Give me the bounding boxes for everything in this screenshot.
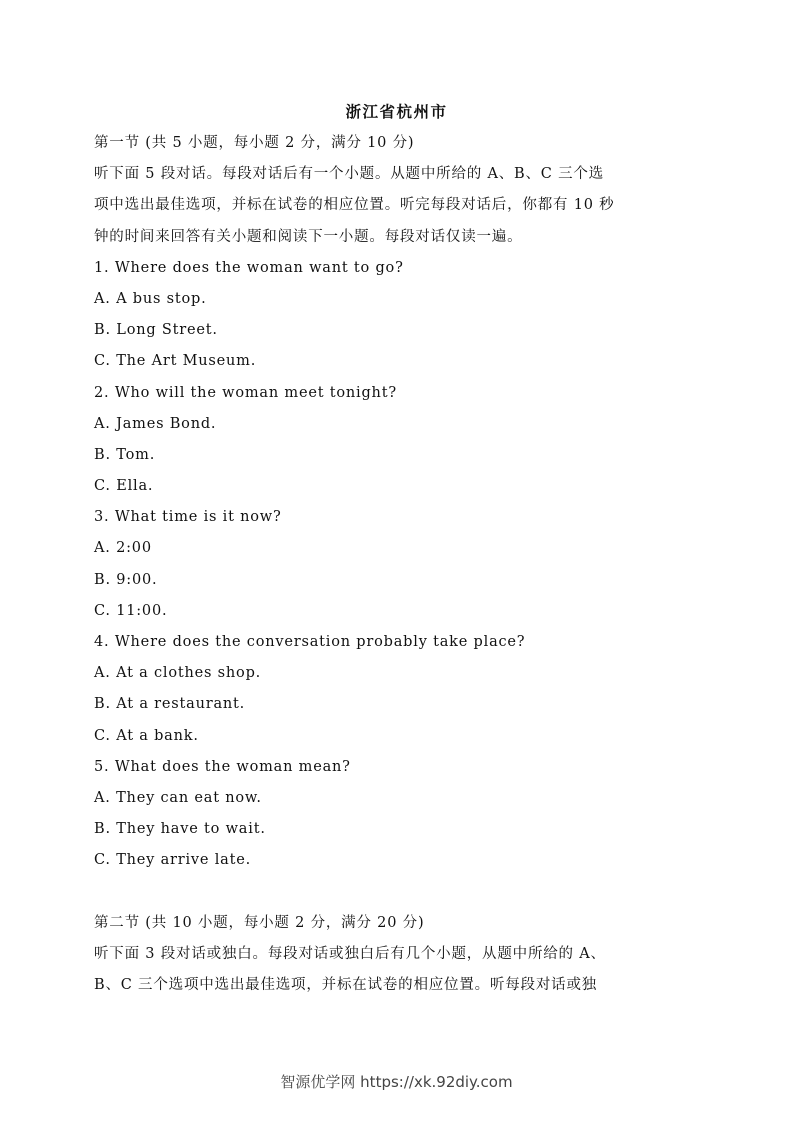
section1-heading: 第一节 (共 5 小题，每小题 2 分，满分 10 分) [94,135,415,151]
document-body [94,128,704,1001]
question-5-option-a: A. They can eat now. [94,789,262,806]
question-1-option-c: C. The Art Museum. [94,353,257,370]
section-spacer [94,877,704,908]
question-stem-1: 1. Where does the woman want to go? [94,259,404,276]
section1-instruction-line: 项中选出最佳选项，并标在试卷的相应位置。听完每段对话后，你都有 10 秒 [94,197,615,214]
question-stem-2: 2. Who will the woman meet tonight? [94,384,397,401]
section1-instruction-line: 钟的时间来回答有关小题和阅读下一小题。每段对话仅读一遍。 [94,228,523,245]
question-2-option-b: B. Tom. [94,446,156,463]
page-title: 浙江省杭州市 [345,103,448,121]
question-3-option-b: B. 9:00. [94,571,158,588]
section2-instruction-line: B、C 三个选项中选出最佳选项，并标在试卷的相应位置。听每段对话或独 [94,976,598,993]
question-2-option-a: A. James Bond. [94,415,217,432]
question-3-option-c: C. 11:00. [94,602,168,619]
question-stem-4: 4. Where does the conversation probably take place? [94,634,526,650]
question-5-option-c: C. They arrive late. [94,852,252,869]
question-4-option-a: A. At a clothes shop. [94,665,262,682]
section2-instruction-line: 听下面 3 段对话或独白。每段对话或独白后有几个小题，从题中所给的 A、 [94,945,606,962]
section1-instruction-line: 听下面 5 段对话。每段对话后有一个小题。从题中所给的 A、B、C 三个选 [94,166,604,183]
question-2-option-c: C. Ella. [94,478,154,495]
question-stem-5: 5. What does the woman mean? [94,758,351,775]
question-4-option-c: C. At a bank. [94,727,199,744]
question-3-option-a: A. 2:00 [94,540,152,557]
question-5-option-b: B. They have to wait. [94,821,266,838]
footer-watermark: 智源优学网 https://xk.92diy.com [280,1073,513,1091]
question-stem-3: 3. What time is it now? [94,509,282,526]
question-1-option-b: B. Long Street. [94,322,218,339]
question-1-option-a: A. A bus stop. [94,290,207,307]
question-4-option-b: B. At a restaurant. [94,696,246,713]
section2-heading: 第二节 (共 10 小题，每小题 2 分，满分 20 分) [94,914,425,931]
